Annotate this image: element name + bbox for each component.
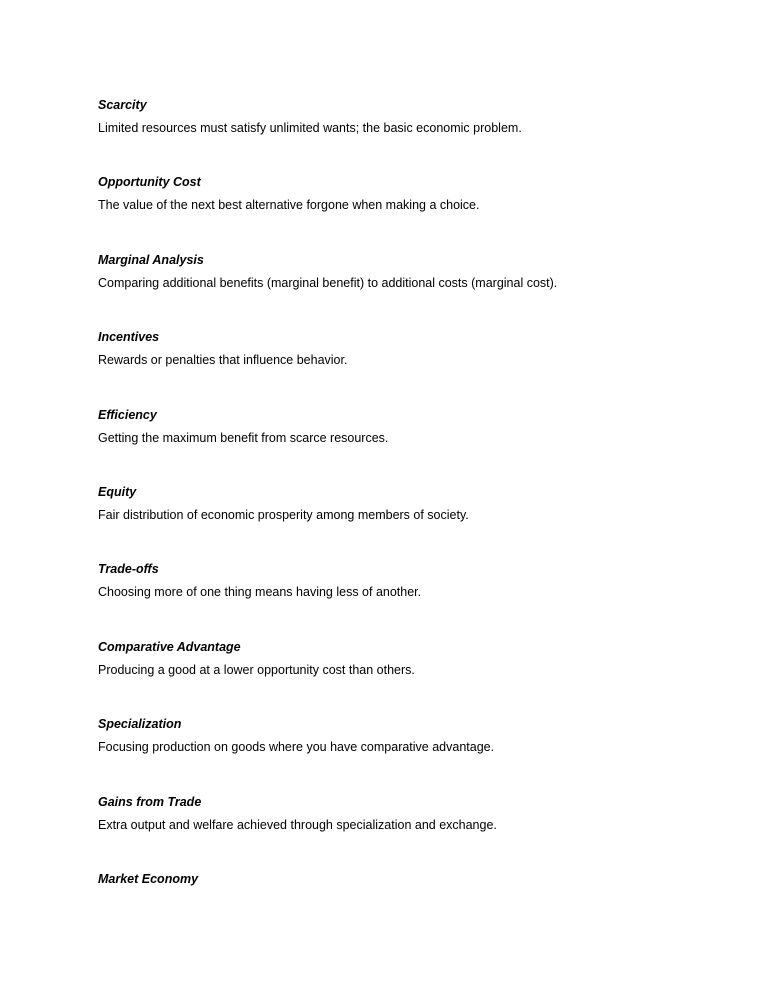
term-definition: Comparing additional benefits (marginal benefit) to additional costs (marginal cost). [98, 275, 558, 290]
glossary-entry-scarcity [98, 98, 698, 175]
glossary-entry-marginal-analysis [98, 253, 698, 330]
glossary-entry-efficiency [98, 408, 698, 485]
term-heading: Equity [98, 484, 137, 499]
term-definition: Extra output and welfare achieved through specialization and exchange. [98, 817, 497, 832]
term-heading: Trade-offs [98, 562, 159, 577]
term-heading: Efficiency [98, 407, 157, 422]
glossary-entry-gains-from-trade [98, 795, 698, 872]
term-definition: Limited resources must satisfy unlimited wants; the basic economic problem. [98, 121, 522, 135]
glossary-entry-incentives [98, 330, 698, 407]
term-heading: Comparative Advantage [98, 639, 241, 654]
term-definition: Fair distribution of economic prosperity among members of society. [98, 507, 469, 522]
term-definition: Choosing more of one thing means having less of another. [98, 585, 422, 600]
term-heading: Gains from Trade [98, 794, 202, 809]
term-heading: Specialization [98, 717, 182, 732]
term-heading: Scarcity [98, 98, 147, 112]
term-heading: Market Economy [98, 871, 199, 886]
glossary-entry-market-economy [98, 872, 698, 949]
glossary-entry-comparative-advantage [98, 640, 698, 717]
glossary-entry-specialization [98, 717, 698, 794]
glossary-entry-opportunity-cost [98, 175, 698, 252]
term-definition: The value of the next best alternative forgone when making a choice. [98, 198, 480, 213]
term-definition: Focusing production on goods where you have comparative advantage. [98, 740, 495, 755]
term-heading: Incentives [98, 330, 160, 345]
glossary-page [98, 98, 698, 949]
term-definition: Rewards or penalties that influence behavior. [98, 353, 348, 368]
term-definition: Producing a good at a lower opportunity cost than others. [98, 662, 415, 677]
term-heading: Opportunity Cost [98, 175, 201, 190]
glossary-entry-equity [98, 485, 698, 562]
term-heading: Marginal Analysis [98, 252, 204, 267]
glossary-entry-trade-offs [98, 562, 698, 639]
term-definition: Getting the maximum benefit from scarce resources. [98, 430, 389, 445]
